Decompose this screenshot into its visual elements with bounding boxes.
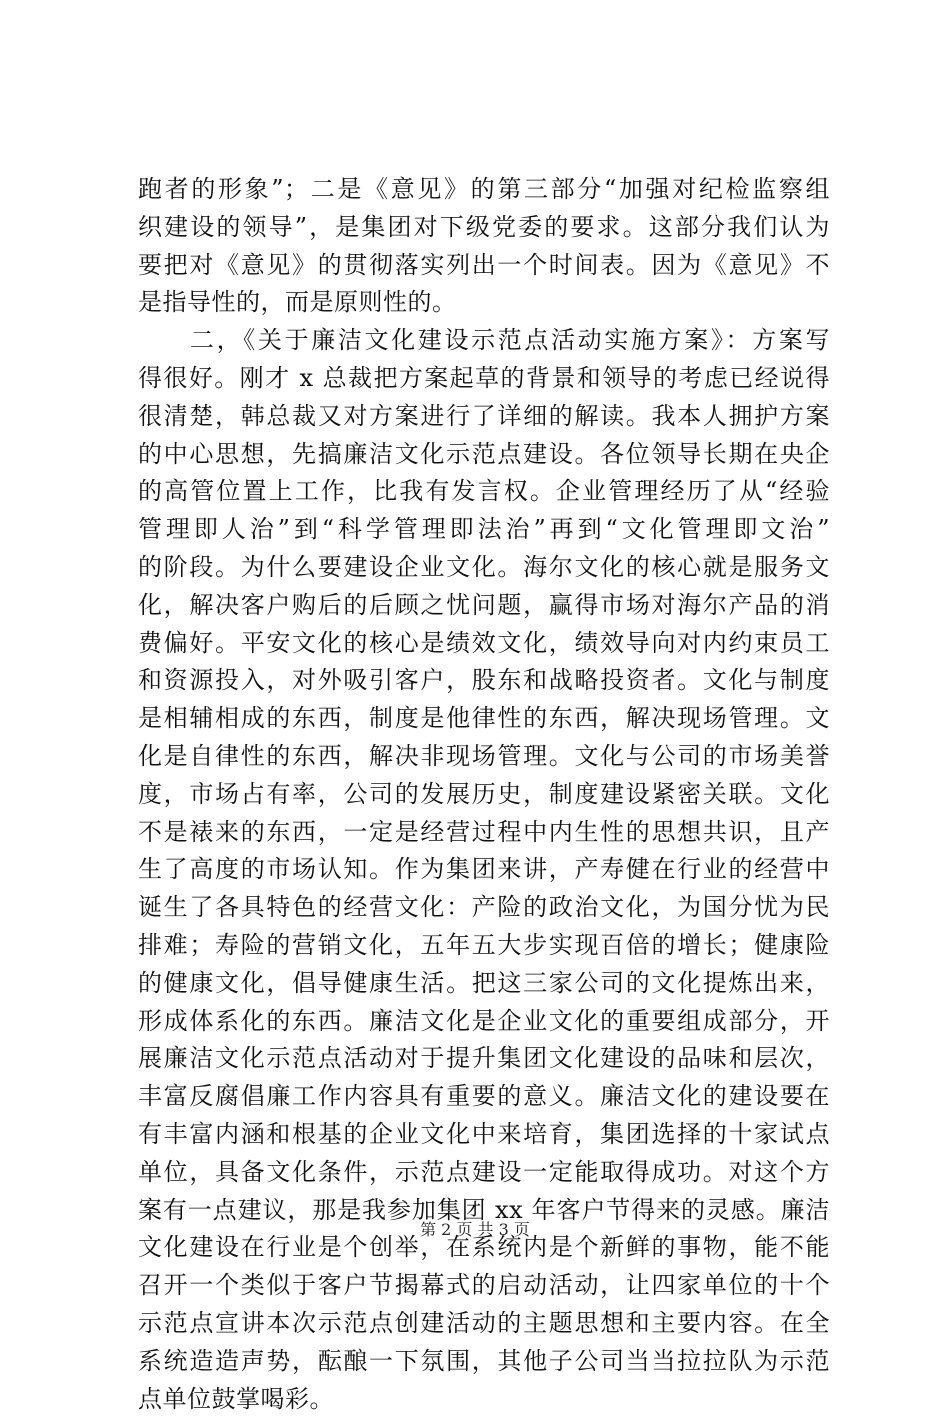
text-line: 召开一个类似于客户节揭幕式的启动活动，让四家单位的十个 bbox=[138, 1267, 830, 1305]
page-footer: 第 2 页 共 3 页 bbox=[0, 1217, 950, 1240]
text-line: 很清楚，韩总裁又对方案进行了详细的解读。我本人拥护方案 bbox=[138, 398, 830, 436]
text-line: 织建设的领导”，是集团对下级党委的要求。这部分我们认为 bbox=[138, 209, 830, 247]
text-line: 和资源投入，对外吸引客户，股东和战略投资者。文化与制度 bbox=[138, 662, 830, 700]
text-line: 得很好。刚才 x 总裁把方案起草的背景和领导的考虑已经说得 bbox=[138, 360, 830, 398]
text-line: 案有一点建议，那是我参加集团 xx 年客户节得来的灵感。廉洁 bbox=[138, 1192, 830, 1230]
text-line: 费偏好。平安文化的核心是绩效文化，绩效导向对内约束员工 bbox=[138, 625, 830, 663]
text-line: 不是裱来的东西，一定是经营过程中内生性的思想共识，且产 bbox=[138, 814, 830, 852]
text-line: 的健康文化，倡导健康生活。把这三家公司的文化提炼出来， bbox=[138, 965, 830, 1003]
text-line: 展廉洁文化示范点活动对于提升集团文化建设的品味和层次， bbox=[138, 1040, 830, 1078]
text-line: 示范点宣讲本次示范点创建活动的主题思想和主要内容。在全 bbox=[138, 1305, 830, 1343]
text-line: 化，解决客户购后的后顾之忧问题，赢得市场对海尔产品的消 bbox=[138, 587, 830, 625]
text-line: 要把对《意见》的贯彻落实列出一个时间表。因为《意见》不 bbox=[138, 247, 830, 285]
text-line: 化是自律性的东西，解决非现场管理。文化与公司的市场美誉 bbox=[138, 738, 830, 776]
text-line: 的阶段。为什么要建设企业文化。海尔文化的核心就是服务文 bbox=[138, 549, 830, 587]
text-line: 管理即人治”到“科学管理即法治”再到“文化管理即文治” bbox=[138, 511, 830, 549]
text-line: 二，《关于廉洁文化建设示范点活动实施方案》：方案写 bbox=[138, 322, 830, 360]
text-line: 的高管位置上工作，比我有发言权。企业管理经历了从“经验 bbox=[138, 473, 830, 511]
text-line: 形成体系化的东西。廉洁文化是企业文化的重要组成部分，开 bbox=[138, 1003, 830, 1041]
text-line: 系统造造声势，酝酿一下氛围，其他子公司当当拉拉队为示范 bbox=[138, 1343, 830, 1381]
text-line: 跑者的形象”；二是《意见》的第三部分“加强对纪检监察组 bbox=[138, 171, 830, 209]
text-line: 点单位鼓掌喝彩。 bbox=[138, 1381, 830, 1418]
text-line: 是指导性的，而是原则性的。 bbox=[138, 284, 830, 322]
text-line: 是相辅相成的东西，制度是他律性的东西，解决现场管理。文 bbox=[138, 700, 830, 738]
text-line: 丰富反腐倡廉工作内容具有重要的意义。廉洁文化的建设要在 bbox=[138, 1078, 830, 1116]
text-line: 文化建设在行业是个创举，在系统内是个新鲜的事物，能不能 bbox=[138, 1229, 830, 1267]
text-line: 的中心思想，先搞廉洁文化示范点建设。各位领导长期在央企 bbox=[138, 436, 830, 474]
text-line: 生了高度的市场认知。作为集团来讲，产寿健在行业的经营中 bbox=[138, 851, 830, 889]
text-line: 排难；寿险的营销文化，五年五大步实现百倍的增长；健康险 bbox=[138, 927, 830, 965]
text-line: 单位，具备文化条件，示范点建设一定能取得成功。对这个方 bbox=[138, 1154, 830, 1192]
text-line: 诞生了各具特色的经营文化：产险的政治文化，为国分忧为民 bbox=[138, 889, 830, 927]
text-line: 有丰富内涵和根基的企业文化中来培育，集团选择的十家试点 bbox=[138, 1116, 830, 1154]
text-line: 度，市场占有率，公司的发展历史，制度建设紧密关联。文化 bbox=[138, 776, 830, 814]
